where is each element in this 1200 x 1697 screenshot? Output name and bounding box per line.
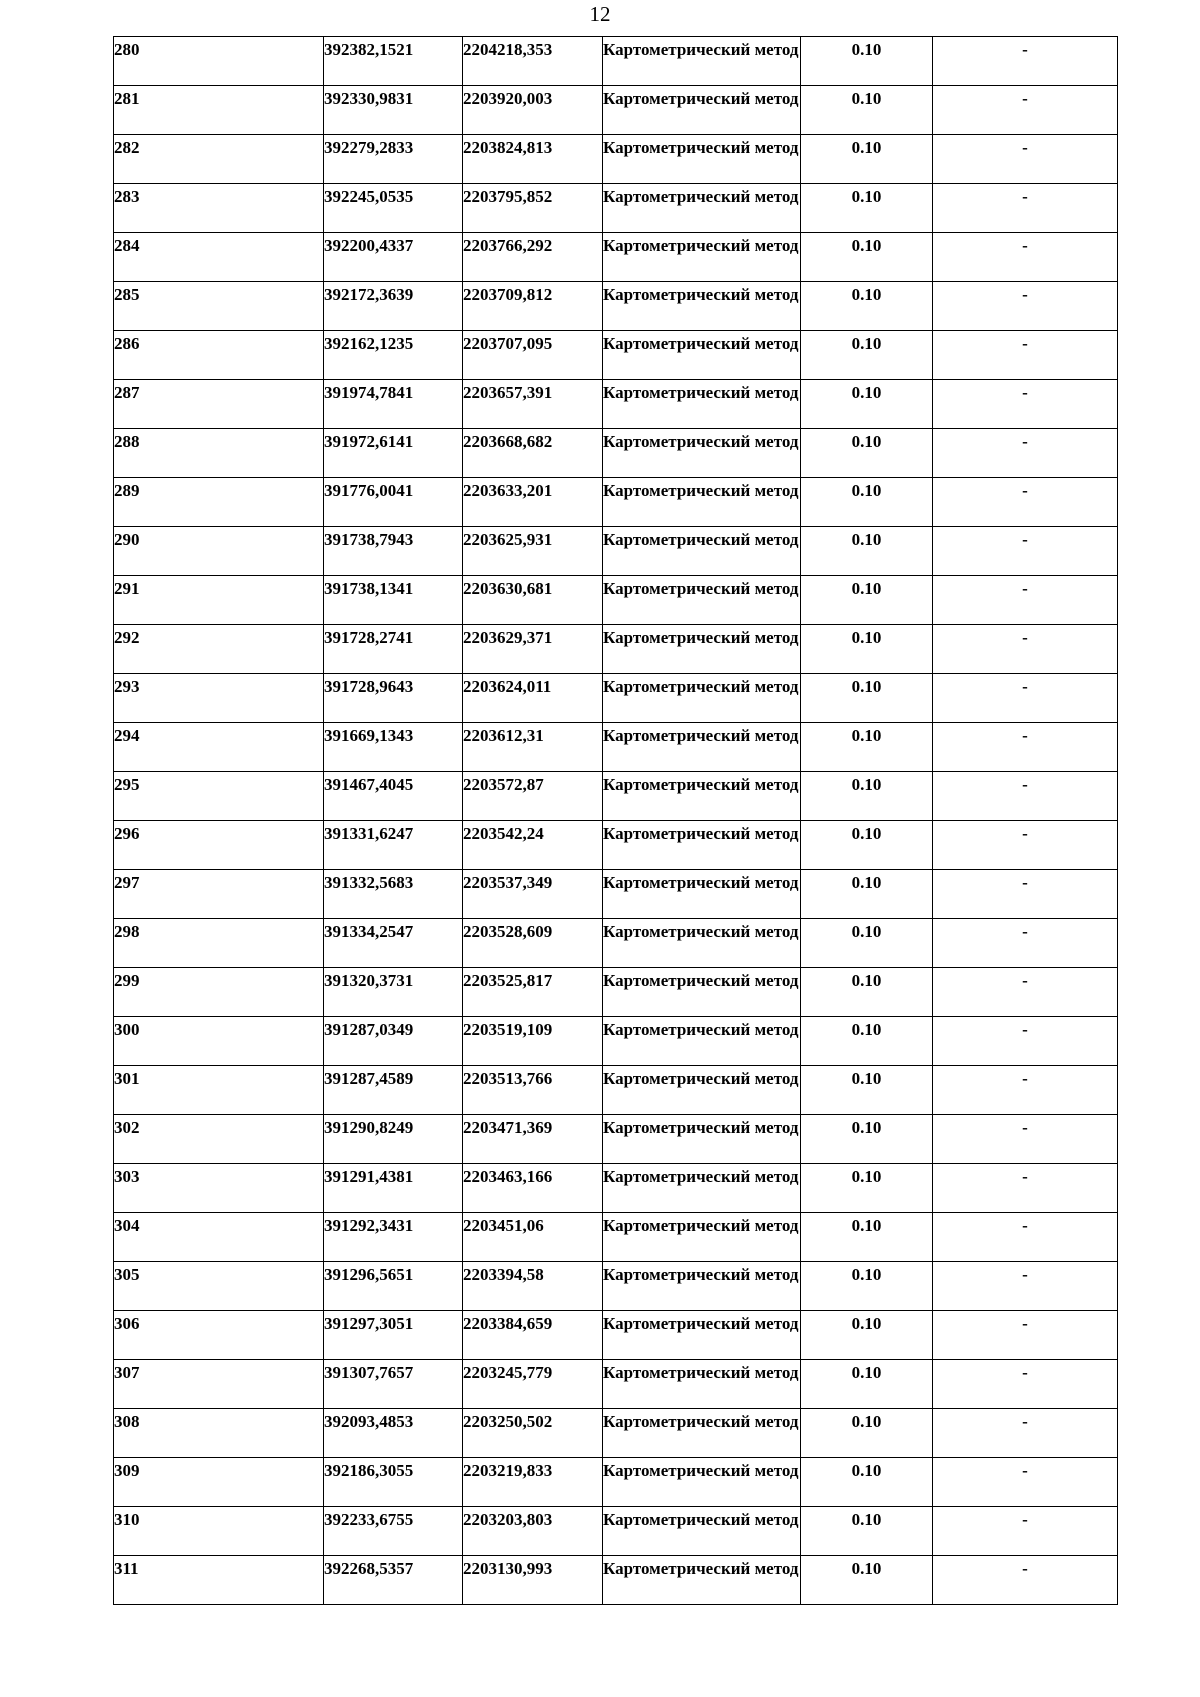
- x-coordinate-cell: 391331,6247: [324, 821, 463, 870]
- accuracy-cell: 0.10: [801, 184, 933, 233]
- y-coordinate-cell: 2203537,349: [463, 870, 603, 919]
- description-cell: -: [933, 282, 1118, 331]
- method-cell: Картометрический метод: [603, 1115, 801, 1164]
- table-row: [114, 1066, 1118, 1115]
- accuracy-cell: 0.10: [801, 1409, 933, 1458]
- point-number-cell: 289: [114, 478, 324, 527]
- table-row: [114, 233, 1118, 282]
- method-cell: Картометрический метод: [603, 1164, 801, 1213]
- accuracy-cell: 0.10: [801, 1311, 933, 1360]
- y-coordinate-cell: 2203920,003: [463, 86, 603, 135]
- method-cell: Картометрический метод: [603, 233, 801, 282]
- x-coordinate-cell: 391728,2741: [324, 625, 463, 674]
- accuracy-cell: 0.10: [801, 968, 933, 1017]
- x-coordinate-cell: 391467,4045: [324, 772, 463, 821]
- point-number-cell: 308: [114, 1409, 324, 1458]
- method-cell: Картометрический метод: [603, 674, 801, 723]
- description-cell: -: [933, 919, 1118, 968]
- method-cell: Картометрический метод: [603, 184, 801, 233]
- method-cell: Картометрический метод: [603, 1311, 801, 1360]
- table-row: [114, 1360, 1118, 1409]
- table-row: [114, 919, 1118, 968]
- table-row: [114, 1262, 1118, 1311]
- table-row: [114, 1017, 1118, 1066]
- x-coordinate-cell: 392162,1235: [324, 331, 463, 380]
- accuracy-cell: 0.10: [801, 527, 933, 576]
- table-row: [114, 1311, 1118, 1360]
- description-cell: -: [933, 772, 1118, 821]
- page-number: 12: [589, 2, 611, 26]
- coordinates-table-body: [114, 37, 1118, 1605]
- y-coordinate-cell: 2204218,353: [463, 37, 603, 86]
- x-coordinate-cell: 392382,1521: [324, 37, 463, 86]
- y-coordinate-cell: 2203528,609: [463, 919, 603, 968]
- point-number-cell: 285: [114, 282, 324, 331]
- table-row: [114, 625, 1118, 674]
- y-coordinate-cell: 2203463,166: [463, 1164, 603, 1213]
- method-cell: Картометрический метод: [603, 380, 801, 429]
- x-coordinate-cell: 392279,2833: [324, 135, 463, 184]
- point-number-cell: 309: [114, 1458, 324, 1507]
- x-coordinate-cell: 391738,1341: [324, 576, 463, 625]
- x-coordinate-cell: 391776,0041: [324, 478, 463, 527]
- description-cell: -: [933, 478, 1118, 527]
- method-cell: Картометрический метод: [603, 1066, 801, 1115]
- accuracy-cell: 0.10: [801, 1458, 933, 1507]
- y-coordinate-cell: 2203630,681: [463, 576, 603, 625]
- method-cell: Картометрический метод: [603, 135, 801, 184]
- point-number-cell: 290: [114, 527, 324, 576]
- method-cell: Картометрический метод: [603, 1556, 801, 1605]
- accuracy-cell: 0.10: [801, 37, 933, 86]
- x-coordinate-cell: 391287,4589: [324, 1066, 463, 1115]
- x-coordinate-cell: 391974,7841: [324, 380, 463, 429]
- description-cell: -: [933, 1115, 1118, 1164]
- description-cell: -: [933, 1164, 1118, 1213]
- description-cell: -: [933, 331, 1118, 380]
- table-row: [114, 282, 1118, 331]
- x-coordinate-cell: 391290,8249: [324, 1115, 463, 1164]
- y-coordinate-cell: 2203250,502: [463, 1409, 603, 1458]
- description-cell: -: [933, 625, 1118, 674]
- accuracy-cell: 0.10: [801, 282, 933, 331]
- y-coordinate-cell: 2203203,803: [463, 1507, 603, 1556]
- method-cell: Картометрический метод: [603, 1213, 801, 1262]
- point-number-cell: 284: [114, 233, 324, 282]
- x-coordinate-cell: 391332,5683: [324, 870, 463, 919]
- y-coordinate-cell: 2203471,369: [463, 1115, 603, 1164]
- x-coordinate-cell: 391669,1343: [324, 723, 463, 772]
- table-row: [114, 1164, 1118, 1213]
- x-coordinate-cell: 392200,4337: [324, 233, 463, 282]
- y-coordinate-cell: 2203513,766: [463, 1066, 603, 1115]
- accuracy-cell: 0.10: [801, 723, 933, 772]
- description-cell: -: [933, 1311, 1118, 1360]
- description-cell: -: [933, 870, 1118, 919]
- accuracy-cell: 0.10: [801, 429, 933, 478]
- point-number-cell: 297: [114, 870, 324, 919]
- point-number-cell: 291: [114, 576, 324, 625]
- point-number-cell: 299: [114, 968, 324, 1017]
- accuracy-cell: 0.10: [801, 331, 933, 380]
- point-number-cell: 295: [114, 772, 324, 821]
- method-cell: Картометрический метод: [603, 772, 801, 821]
- accuracy-cell: 0.10: [801, 625, 933, 674]
- x-coordinate-cell: 391291,4381: [324, 1164, 463, 1213]
- accuracy-cell: 0.10: [801, 1507, 933, 1556]
- accuracy-cell: 0.10: [801, 1360, 933, 1409]
- accuracy-cell: 0.10: [801, 919, 933, 968]
- method-cell: Картометрический метод: [603, 1360, 801, 1409]
- point-number-cell: 280: [114, 37, 324, 86]
- y-coordinate-cell: 2203707,095: [463, 331, 603, 380]
- method-cell: Картометрический метод: [603, 1017, 801, 1066]
- description-cell: -: [933, 37, 1118, 86]
- table-row: [114, 1458, 1118, 1507]
- table-row: [114, 331, 1118, 380]
- x-coordinate-cell: 391728,9643: [324, 674, 463, 723]
- description-cell: -: [933, 527, 1118, 576]
- accuracy-cell: 0.10: [801, 674, 933, 723]
- description-cell: -: [933, 1409, 1118, 1458]
- accuracy-cell: 0.10: [801, 233, 933, 282]
- table-row: [114, 772, 1118, 821]
- point-number-cell: 298: [114, 919, 324, 968]
- y-coordinate-cell: 2203245,779: [463, 1360, 603, 1409]
- point-number-cell: 282: [114, 135, 324, 184]
- point-number-cell: 310: [114, 1507, 324, 1556]
- x-coordinate-cell: 392268,5357: [324, 1556, 463, 1605]
- table-row: [114, 821, 1118, 870]
- y-coordinate-cell: 2203633,201: [463, 478, 603, 527]
- table-row: [114, 527, 1118, 576]
- x-coordinate-cell: 391334,2547: [324, 919, 463, 968]
- table-row: [114, 380, 1118, 429]
- accuracy-cell: 0.10: [801, 772, 933, 821]
- y-coordinate-cell: 2203709,812: [463, 282, 603, 331]
- method-cell: Картометрический метод: [603, 821, 801, 870]
- x-coordinate-cell: 391320,3731: [324, 968, 463, 1017]
- x-coordinate-cell: 392093,4853: [324, 1409, 463, 1458]
- description-cell: -: [933, 1458, 1118, 1507]
- method-cell: Картометрический метод: [603, 478, 801, 527]
- description-cell: -: [933, 821, 1118, 870]
- point-number-cell: 286: [114, 331, 324, 380]
- x-coordinate-cell: 391297,3051: [324, 1311, 463, 1360]
- description-cell: -: [933, 429, 1118, 478]
- description-cell: -: [933, 1213, 1118, 1262]
- accuracy-cell: 0.10: [801, 1213, 933, 1262]
- method-cell: Картометрический метод: [603, 870, 801, 919]
- table-row: [114, 674, 1118, 723]
- accuracy-cell: 0.10: [801, 870, 933, 919]
- table-row: [114, 1409, 1118, 1458]
- table-row: [114, 37, 1118, 86]
- x-coordinate-cell: 391292,3431: [324, 1213, 463, 1262]
- accuracy-cell: 0.10: [801, 380, 933, 429]
- description-cell: -: [933, 233, 1118, 282]
- x-coordinate-cell: 392172,3639: [324, 282, 463, 331]
- point-number-cell: 300: [114, 1017, 324, 1066]
- description-cell: -: [933, 1017, 1118, 1066]
- table-row: [114, 184, 1118, 233]
- table-row: [114, 478, 1118, 527]
- method-cell: Картометрический метод: [603, 331, 801, 380]
- point-number-cell: 301: [114, 1066, 324, 1115]
- y-coordinate-cell: 2203525,817: [463, 968, 603, 1017]
- x-coordinate-cell: 391296,5651: [324, 1262, 463, 1311]
- table-row: [114, 870, 1118, 919]
- description-cell: -: [933, 1556, 1118, 1605]
- accuracy-cell: 0.10: [801, 1164, 933, 1213]
- x-coordinate-cell: 391972,6141: [324, 429, 463, 478]
- y-coordinate-cell: 2203130,993: [463, 1556, 603, 1605]
- description-cell: -: [933, 86, 1118, 135]
- coordinates-table: [113, 36, 1118, 1605]
- description-cell: -: [933, 135, 1118, 184]
- method-cell: Картометрический метод: [603, 576, 801, 625]
- point-number-cell: 307: [114, 1360, 324, 1409]
- y-coordinate-cell: 2203657,391: [463, 380, 603, 429]
- accuracy-cell: 0.10: [801, 1066, 933, 1115]
- point-number-cell: 306: [114, 1311, 324, 1360]
- y-coordinate-cell: 2203668,682: [463, 429, 603, 478]
- y-coordinate-cell: 2203625,931: [463, 527, 603, 576]
- point-number-cell: 283: [114, 184, 324, 233]
- y-coordinate-cell: 2203384,659: [463, 1311, 603, 1360]
- method-cell: Картометрический метод: [603, 282, 801, 331]
- x-coordinate-cell: 391307,7657: [324, 1360, 463, 1409]
- y-coordinate-cell: 2203629,371: [463, 625, 603, 674]
- table-row: [114, 1556, 1118, 1605]
- point-number-cell: 293: [114, 674, 324, 723]
- point-number-cell: 288: [114, 429, 324, 478]
- accuracy-cell: 0.10: [801, 1262, 933, 1311]
- method-cell: Картометрический метод: [603, 527, 801, 576]
- y-coordinate-cell: 2203795,852: [463, 184, 603, 233]
- y-coordinate-cell: 2203394,58: [463, 1262, 603, 1311]
- y-coordinate-cell: 2203624,011: [463, 674, 603, 723]
- table-row: [114, 1115, 1118, 1164]
- method-cell: Картометрический метод: [603, 1409, 801, 1458]
- method-cell: Картометрический метод: [603, 1262, 801, 1311]
- point-number-cell: 303: [114, 1164, 324, 1213]
- description-cell: -: [933, 1262, 1118, 1311]
- method-cell: Картометрический метод: [603, 1507, 801, 1556]
- point-number-cell: 302: [114, 1115, 324, 1164]
- method-cell: Картометрический метод: [603, 968, 801, 1017]
- table-row: [114, 968, 1118, 1017]
- point-number-cell: 304: [114, 1213, 324, 1262]
- method-cell: Картометрический метод: [603, 429, 801, 478]
- accuracy-cell: 0.10: [801, 135, 933, 184]
- description-cell: -: [933, 1360, 1118, 1409]
- x-coordinate-cell: 392245,0535: [324, 184, 463, 233]
- description-cell: -: [933, 380, 1118, 429]
- point-number-cell: 294: [114, 723, 324, 772]
- x-coordinate-cell: 392186,3055: [324, 1458, 463, 1507]
- accuracy-cell: 0.10: [801, 478, 933, 527]
- x-coordinate-cell: 391738,7943: [324, 527, 463, 576]
- table-row: [114, 135, 1118, 184]
- x-coordinate-cell: 391287,0349: [324, 1017, 463, 1066]
- point-number-cell: 281: [114, 86, 324, 135]
- description-cell: -: [933, 968, 1118, 1017]
- accuracy-cell: 0.10: [801, 1115, 933, 1164]
- description-cell: -: [933, 184, 1118, 233]
- method-cell: Картометрический метод: [603, 625, 801, 674]
- y-coordinate-cell: 2203451,06: [463, 1213, 603, 1262]
- accuracy-cell: 0.10: [801, 86, 933, 135]
- y-coordinate-cell: 2203766,292: [463, 233, 603, 282]
- table-row: [114, 576, 1118, 625]
- method-cell: Картометрический метод: [603, 86, 801, 135]
- table-row: [114, 86, 1118, 135]
- table-row: [114, 723, 1118, 772]
- description-cell: -: [933, 674, 1118, 723]
- y-coordinate-cell: 2203219,833: [463, 1458, 603, 1507]
- description-cell: -: [933, 1507, 1118, 1556]
- description-cell: -: [933, 723, 1118, 772]
- accuracy-cell: 0.10: [801, 1017, 933, 1066]
- point-number-cell: 292: [114, 625, 324, 674]
- table-row: [114, 429, 1118, 478]
- y-coordinate-cell: 2203824,813: [463, 135, 603, 184]
- accuracy-cell: 0.10: [801, 576, 933, 625]
- method-cell: Картометрический метод: [603, 919, 801, 968]
- accuracy-cell: 0.10: [801, 1556, 933, 1605]
- table-row: [114, 1507, 1118, 1556]
- x-coordinate-cell: 392233,6755: [324, 1507, 463, 1556]
- accuracy-cell: 0.10: [801, 821, 933, 870]
- description-cell: -: [933, 1066, 1118, 1115]
- y-coordinate-cell: 2203542,24: [463, 821, 603, 870]
- method-cell: Картометрический метод: [603, 723, 801, 772]
- y-coordinate-cell: 2203519,109: [463, 1017, 603, 1066]
- y-coordinate-cell: 2203572,87: [463, 772, 603, 821]
- point-number-cell: 287: [114, 380, 324, 429]
- method-cell: Картометрический метод: [603, 1458, 801, 1507]
- description-cell: -: [933, 576, 1118, 625]
- point-number-cell: 305: [114, 1262, 324, 1311]
- y-coordinate-cell: 2203612,31: [463, 723, 603, 772]
- x-coordinate-cell: 392330,9831: [324, 86, 463, 135]
- point-number-cell: 296: [114, 821, 324, 870]
- method-cell: Картометрический метод: [603, 37, 801, 86]
- point-number-cell: 311: [114, 1556, 324, 1605]
- table-row: [114, 1213, 1118, 1262]
